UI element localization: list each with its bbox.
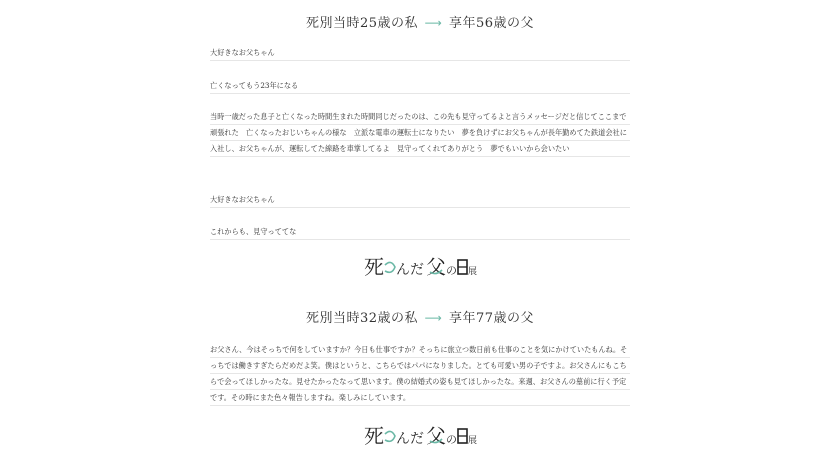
section-1-message-4 [210,192,630,208]
section-1-message-3 [210,109,630,157]
svg-text:の: の [446,433,457,446]
svg-text:んだ: んだ [396,262,424,278]
section-1 [210,12,630,31]
section-1-message-2 [210,78,630,94]
message-line: 大好きなお父ちゃん [210,45,630,61]
svg-text:んだ: んだ [396,431,424,447]
svg-text:父: 父 [426,255,446,279]
svg-text:の: の [446,264,457,277]
svg-text:死: 死 [364,424,384,448]
heading-right: 享年56歳の父 [448,16,535,31]
section-1-messages [210,45,630,61]
svg-text:展: 展 [468,267,478,277]
message-line: これからも、見守っててな [210,224,630,240]
section-2 [210,307,630,326]
heading-right: 享年77歳の父 [448,311,535,326]
heading-left: 死別当時32歳の私 [305,311,418,326]
svg-text:父: 父 [426,424,446,448]
section-1-message-5 [210,224,630,240]
heading-left: 死別当時25歳の私 [305,16,418,31]
message-paragraph: 当時一歳だった息子と亡くなった時間生まれた時間同じだったのは、この先も見守ってるよと言うメッセージだと信じてここまで頑張れた 亡くなったおじいちゃんの様な 立派な電車の運転士になりたい 夢を負けずにお父ちゃんが長年勤めてた鉄道会社に入社し、お父ちゃんが、運転してた線路を車掌してるよ 見守ってくれてありがとう 夢でもいいから会いたい [210,109,630,157]
svg-text:死: 死 [364,255,384,279]
long-right-arrow-icon: ⟶ [424,311,443,325]
section-2-messages [210,342,630,406]
message-paragraph: お父さん、今はそっちで何をしていますか？今日も仕事ですか？そっちに旅立つ数日前も仕事のことを気にかけていたもんね。そっちでは働きすぎたらだめだよ笑。僕はというと、こちらではパパになりました。とても可愛い男の子ですよ。お父さんにもこちらで会ってほしかったな。見せたかったなって思います。僕の結婚式の姿も見てほしかったな。来週、お父さんの墓前に行く予定です。その時にまた色々報告しますね。楽しみにしています。 [210,342,630,406]
event-logo-mark [360,253,480,281]
svg-text:展: 展 [468,436,478,446]
section-2-heading [210,307,630,326]
event-logo [210,422,630,450]
long-right-arrow-icon: ⟶ [424,16,443,30]
message-line: 亡くなってもう23年になる [210,78,630,94]
event-logo [210,253,630,281]
section-1-heading [210,12,630,31]
event-logo-mark [360,422,480,450]
message-line: 大好きなお父ちゃん [210,192,630,208]
